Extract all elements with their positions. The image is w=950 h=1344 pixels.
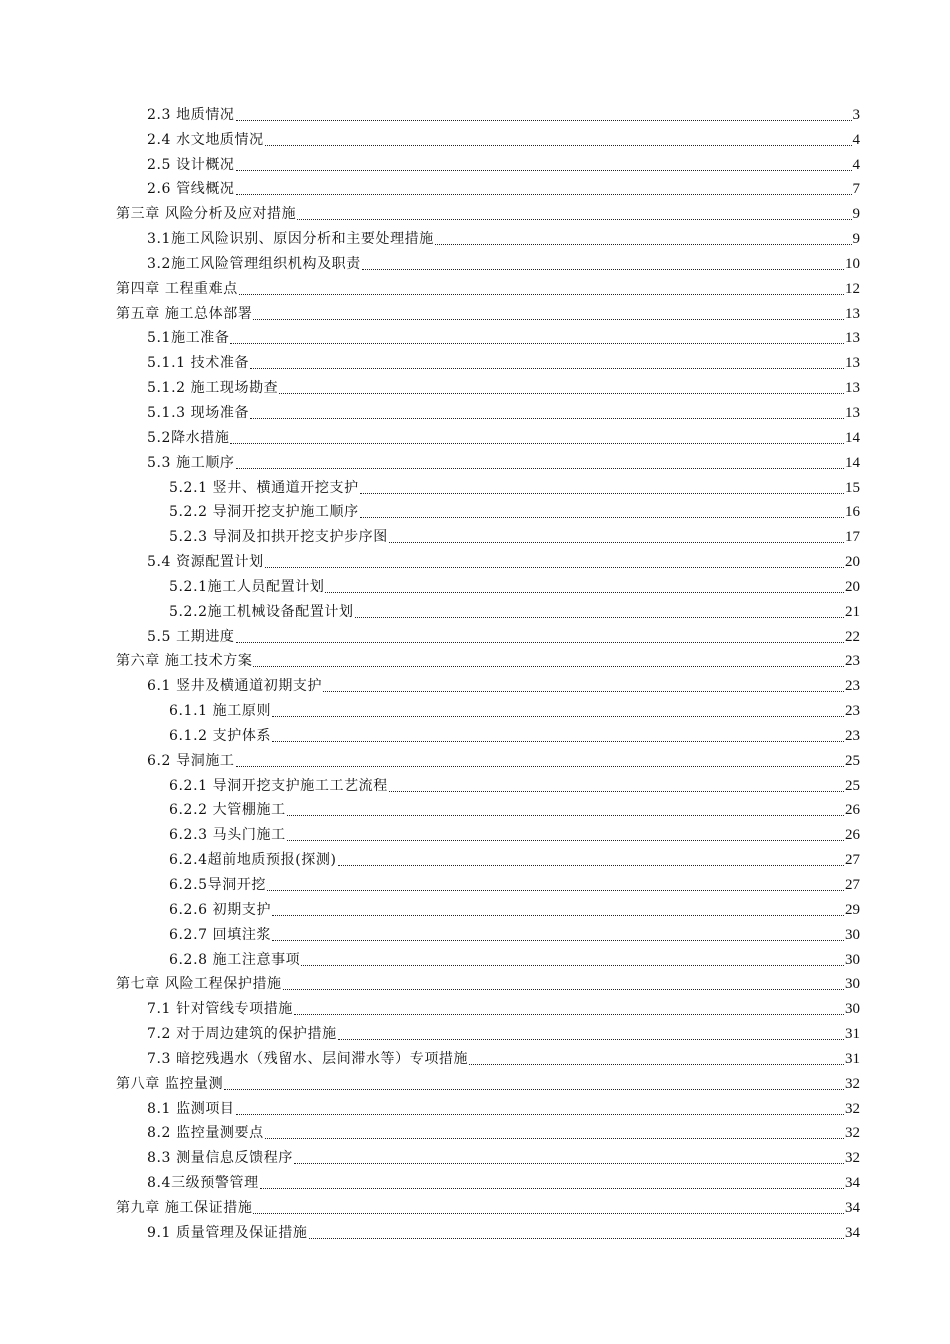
toc-entry-page-number: 34	[845, 1175, 860, 1192]
toc-entry-page-number: 23	[845, 653, 860, 670]
toc-entry-page-number: 23	[845, 727, 860, 744]
toc-entry-page-number: 34	[845, 1199, 860, 1216]
toc-dot-leader	[338, 1038, 844, 1040]
toc-entry-title: 5.2.1施工人员配置计划	[169, 578, 325, 595]
toc-entry-page-number: 31	[845, 1026, 860, 1043]
toc-dot-leader	[272, 914, 844, 916]
toc-entry-page-number: 32	[845, 1100, 860, 1117]
toc-entry-page-number: 7	[852, 181, 860, 198]
toc-entry-title: 2.3 地质情况	[147, 106, 235, 123]
toc-entry-title: 6.2.7 回填注浆	[169, 926, 272, 943]
toc-dot-leader	[250, 417, 844, 419]
toc-entry[interactable]	[0, 347, 950, 372]
toc-entry[interactable]	[0, 770, 950, 795]
toc-entry-title: 6.2.8 施工注意事项	[169, 951, 301, 968]
toc-entry[interactable]	[0, 323, 950, 348]
toc-dot-leader	[230, 342, 844, 344]
toc-dot-leader	[469, 1063, 844, 1065]
toc-entry-page-number: 13	[845, 330, 860, 347]
toc-entry-title: 3.2施工风险管理组织机构及职责	[147, 255, 361, 272]
toc-entry-page-number: 26	[845, 802, 860, 819]
toc-entry[interactable]	[0, 248, 950, 273]
toc-entry[interactable]	[0, 99, 950, 124]
toc-entry-page-number: 30	[845, 951, 860, 968]
toc-dot-leader	[323, 690, 844, 692]
toc-entry-page-number: 3	[852, 106, 860, 123]
toc-entry-page-number: 20	[845, 578, 860, 595]
toc-entry-page-number: 9	[852, 206, 860, 223]
toc-entry[interactable]	[0, 273, 950, 298]
toc-dot-leader	[389, 541, 844, 543]
toc-dot-leader	[338, 864, 844, 866]
toc-dot-leader	[267, 889, 844, 891]
toc-entry-title: 6.2.4超前地质预报(探测)	[169, 852, 337, 869]
toc-entry-title: 5.1施工准备	[147, 330, 230, 347]
toc-entry-title: 9.1 质量管理及保证措施	[147, 1224, 308, 1241]
toc-entry-title: 第四章 工程重难点	[116, 280, 238, 297]
toc-entry-title: 第五章 施工总体部署	[116, 305, 253, 322]
toc-entry[interactable]	[0, 944, 950, 969]
toc-entry-title: 第七章 风险工程保护措施	[116, 976, 282, 993]
toc-dot-leader	[265, 144, 852, 146]
toc-entry-page-number: 12	[845, 280, 860, 297]
toc-entry-page-number: 32	[845, 1150, 860, 1167]
toc-entry-page-number: 30	[845, 976, 860, 993]
toc-dot-leader	[355, 616, 844, 618]
toc-dot-leader	[283, 988, 844, 990]
toc-entry[interactable]	[0, 472, 950, 497]
toc-entry-page-number: 9	[852, 231, 860, 248]
toc-entry[interactable]	[0, 1093, 950, 1118]
toc-entry-title: 6.1 竖井及横通道初期支护	[147, 678, 323, 695]
toc-dot-leader	[294, 1162, 844, 1164]
toc-dot-leader	[279, 392, 844, 394]
toc-dot-leader	[250, 367, 844, 369]
toc-entry-title: 第八章 监控量测	[116, 1075, 224, 1092]
toc-entry-title: 6.2.1 导洞开挖支护施工工艺流程	[169, 777, 388, 794]
toc-entry[interactable]	[0, 1118, 950, 1143]
toc-entry-page-number: 14	[845, 429, 860, 446]
toc-entry-title: 6.2 导洞施工	[147, 752, 235, 769]
toc-entry-title: 5.1.2 施工现场勘查	[147, 380, 279, 397]
toc-entry-page-number: 13	[845, 380, 860, 397]
toc-entry[interactable]	[0, 372, 950, 397]
toc-entry-page-number: 4	[852, 156, 860, 173]
table-of-contents	[0, 99, 950, 1242]
toc-dot-leader	[236, 119, 852, 121]
toc-entry[interactable]	[0, 1217, 950, 1242]
toc-entry-page-number: 14	[845, 454, 860, 471]
toc-entry-title: 5.2.3 导洞及扣拱开挖支护步序图	[169, 529, 388, 546]
toc-entry[interactable]	[0, 521, 950, 546]
toc-entry-page-number: 23	[845, 703, 860, 720]
toc-entry-title: 7.1 针对管线专项措施	[147, 1001, 293, 1018]
toc-entry-title: 6.2.6 初期支护	[169, 901, 272, 918]
toc-entry[interactable]	[0, 1167, 950, 1192]
toc-entry-title: 5.2.2施工机械设备配置计划	[169, 603, 354, 620]
toc-entry-title: 5.4 资源配置计划	[147, 554, 264, 571]
toc-dot-leader	[301, 964, 844, 966]
toc-entry-title: 8.4三级预警管理	[147, 1175, 259, 1192]
toc-entry-title: 7.2 对于周边建筑的保护措施	[147, 1026, 337, 1043]
toc-dot-leader	[360, 516, 844, 518]
toc-entry[interactable]	[0, 795, 950, 820]
toc-dot-leader	[362, 268, 844, 270]
toc-entry-page-number: 31	[845, 1050, 860, 1067]
toc-entry-title: 2.5 设计概况	[147, 156, 235, 173]
toc-entry[interactable]	[0, 844, 950, 869]
toc-entry-title: 8.2 监控量测要点	[147, 1125, 264, 1142]
toc-entry[interactable]	[0, 198, 950, 223]
toc-entry-page-number: 30	[845, 1001, 860, 1018]
toc-dot-leader	[309, 1237, 844, 1239]
toc-dot-leader	[253, 1212, 844, 1214]
toc-entry[interactable]	[0, 1142, 950, 1167]
toc-entry-page-number: 32	[845, 1125, 860, 1142]
toc-dot-leader	[297, 218, 851, 220]
toc-entry[interactable]	[0, 969, 950, 994]
toc-entry[interactable]	[0, 621, 950, 646]
toc-dot-leader	[236, 641, 844, 643]
toc-entry-title: 6.1.2 支护体系	[169, 727, 272, 744]
toc-entry-page-number: 34	[845, 1224, 860, 1241]
toc-entry-title: 第九章 施工保证措施	[116, 1199, 253, 1216]
toc-entry-title: 5.1.1 技术准备	[147, 355, 250, 372]
toc-entry-title: 5.2.2 导洞开挖支护施工顺序	[169, 504, 359, 521]
toc-entry-page-number: 13	[845, 305, 860, 322]
toc-dot-leader	[236, 169, 852, 171]
toc-dot-leader	[265, 1137, 844, 1139]
toc-dot-leader	[389, 790, 844, 792]
toc-entry[interactable]	[0, 397, 950, 422]
toc-entry-title: 第六章 施工技术方案	[116, 653, 253, 670]
toc-dot-leader	[260, 1187, 844, 1189]
toc-entry[interactable]	[0, 497, 950, 522]
toc-entry-page-number: 13	[845, 355, 860, 372]
toc-entry-page-number: 16	[845, 504, 860, 521]
toc-entry-page-number: 21	[845, 603, 860, 620]
toc-entry-page-number: 23	[845, 678, 860, 695]
toc-dot-leader	[236, 1113, 844, 1115]
toc-entry[interactable]	[0, 670, 950, 695]
toc-dot-leader	[287, 839, 844, 841]
toc-entry[interactable]	[0, 919, 950, 944]
toc-entry[interactable]	[0, 1018, 950, 1043]
toc-dot-leader	[239, 293, 844, 295]
toc-entry[interactable]	[0, 149, 950, 174]
toc-entry-title: 6.2.5导洞开挖	[169, 877, 267, 893]
toc-dot-leader	[236, 193, 852, 195]
toc-entry[interactable]	[0, 720, 950, 745]
toc-entry[interactable]	[0, 993, 950, 1018]
toc-entry-title: 第三章 风险分析及应对措施	[116, 206, 297, 223]
toc-entry[interactable]	[0, 422, 950, 447]
toc-entry[interactable]	[0, 894, 950, 919]
toc-entry[interactable]	[0, 695, 950, 720]
toc-entry-page-number: 17	[845, 529, 860, 546]
toc-entry[interactable]	[0, 596, 950, 621]
toc-entry-page-number: 32	[845, 1075, 860, 1092]
toc-entry[interactable]	[0, 1068, 950, 1093]
toc-dot-leader	[230, 442, 844, 444]
toc-entry-title: 7.3 暗挖残遇水（残留水、层间滞水等）专项措施	[147, 1050, 469, 1067]
toc-dot-leader	[287, 814, 844, 816]
toc-entry-page-number: 20	[845, 554, 860, 571]
toc-entry-title: 2.6 管线概况	[147, 181, 235, 198]
toc-entry-page-number: 27	[845, 852, 860, 869]
toc-dot-leader	[236, 765, 844, 767]
toc-dot-leader	[265, 566, 844, 568]
toc-entry[interactable]	[0, 223, 950, 248]
toc-entry[interactable]	[0, 174, 950, 199]
toc-entry[interactable]	[0, 819, 950, 844]
toc-entry-page-number: 4	[852, 131, 860, 148]
toc-dot-leader	[253, 318, 844, 320]
toc-entry[interactable]	[0, 1043, 950, 1068]
toc-entry[interactable]	[0, 124, 950, 149]
toc-dot-leader	[360, 492, 844, 494]
toc-dot-leader	[253, 665, 844, 667]
toc-entry-title: 6.2.3 马头门施工	[169, 827, 286, 844]
toc-entry[interactable]	[0, 745, 950, 770]
toc-dot-leader	[435, 243, 852, 245]
toc-entry[interactable]	[0, 546, 950, 571]
toc-entry-title: 5.5 工期进度	[147, 628, 235, 645]
toc-dot-leader	[272, 939, 844, 941]
toc-entry[interactable]	[0, 298, 950, 323]
toc-entry-page-number: 25	[845, 752, 860, 769]
toc-entry-title: 8.1 监测项目	[147, 1100, 235, 1117]
toc-entry[interactable]	[0, 646, 950, 671]
toc-entry-title: 3.1施工风险识别、原因分析和主要处理措施	[147, 231, 434, 248]
toc-dot-leader	[325, 591, 844, 593]
toc-entry[interactable]	[0, 447, 950, 472]
toc-entry-page-number: 29	[845, 901, 860, 918]
toc-dot-leader	[236, 467, 844, 469]
toc-dot-leader	[294, 1013, 844, 1015]
toc-entry-title: 8.3 测量信息反馈程序	[147, 1150, 293, 1167]
toc-entry[interactable]	[0, 571, 950, 596]
toc-entry-page-number: 15	[845, 479, 860, 496]
toc-entry-title: 5.1.3 现场准备	[147, 404, 250, 421]
toc-entry-title: 5.3 施工顺序	[147, 454, 235, 471]
toc-entry-page-number: 27	[845, 877, 860, 893]
toc-entry-page-number: 22	[845, 628, 860, 645]
toc-dot-leader	[224, 1088, 844, 1090]
toc-dot-leader	[272, 715, 844, 717]
toc-dot-leader	[272, 740, 844, 742]
toc-entry-page-number: 25	[845, 777, 860, 794]
toc-entry-title: 5.2降水措施	[147, 429, 230, 446]
toc-entry[interactable]	[0, 1192, 950, 1217]
toc-entry-page-number: 10	[845, 255, 860, 272]
toc-entry-title: 2.4 水文地质情况	[147, 131, 264, 148]
toc-entry[interactable]	[0, 869, 950, 894]
toc-entry-page-number: 13	[845, 404, 860, 421]
toc-entry-page-number: 30	[845, 926, 860, 943]
toc-entry-title: 6.1.1 施工原则	[169, 703, 272, 720]
toc-entry-title: 6.2.2 大管棚施工	[169, 802, 286, 819]
toc-entry-title: 5.2.1 竖井、横通道开挖支护	[169, 479, 359, 496]
toc-entry-page-number: 26	[845, 827, 860, 844]
